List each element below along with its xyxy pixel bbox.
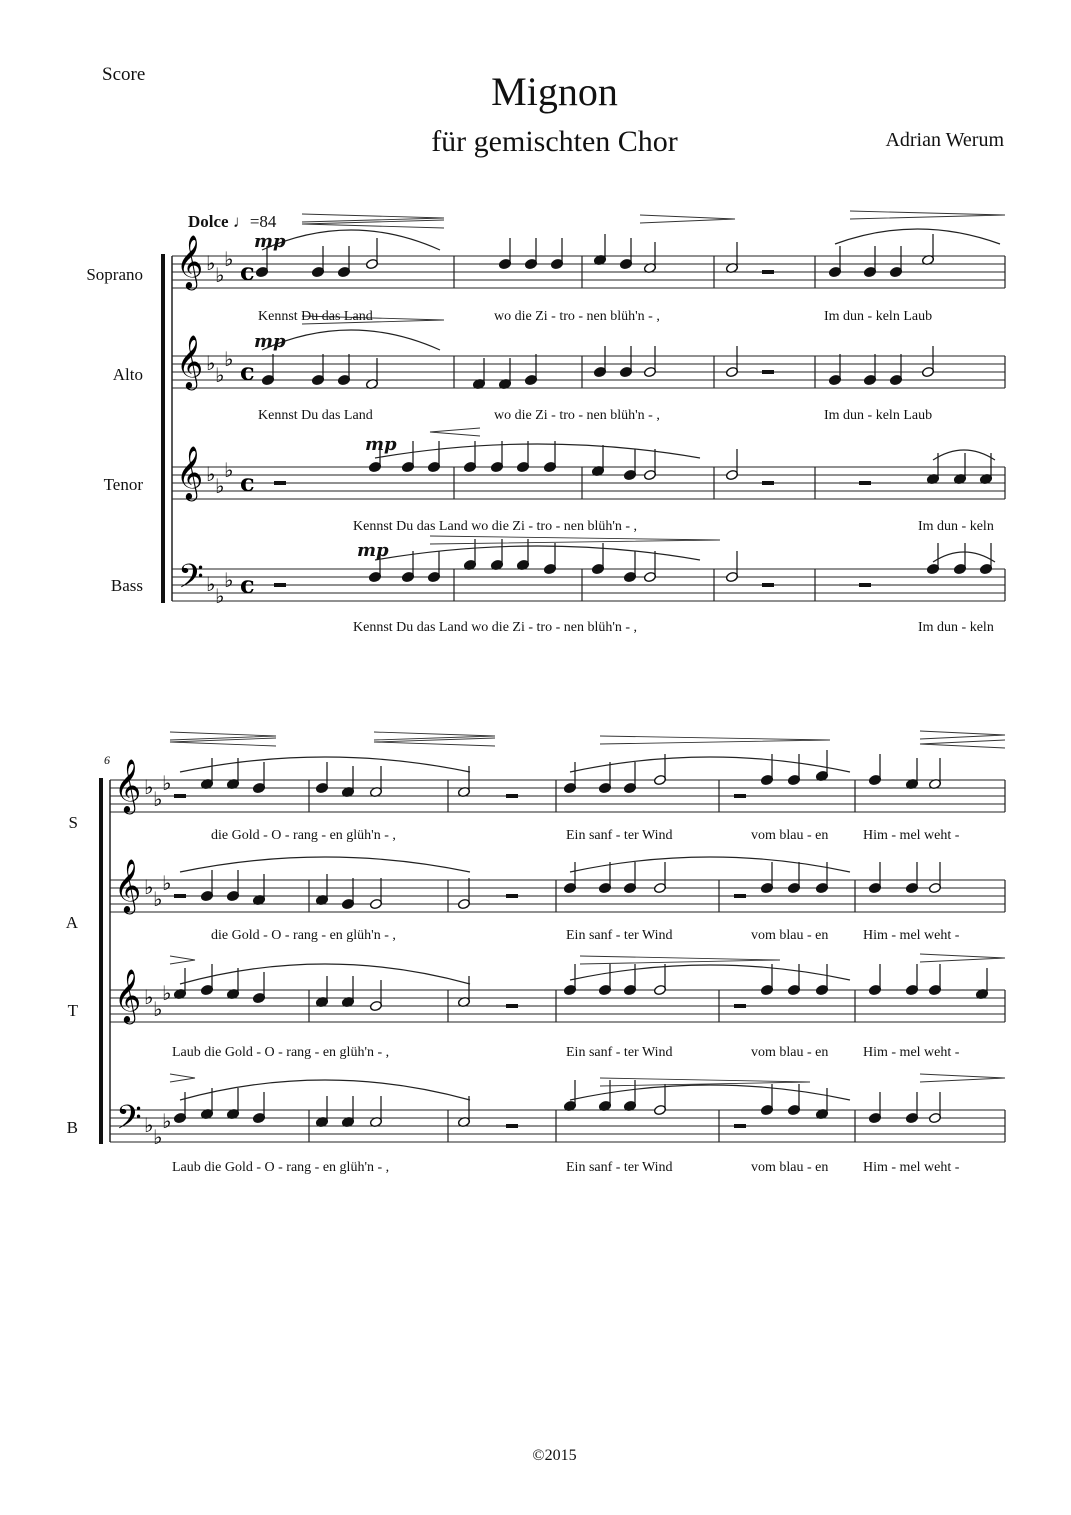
treble-clef-icon: 𝄞: [114, 758, 142, 812]
lyric-t: Him - mel weht -: [863, 1045, 960, 1060]
flat-icon: ♭: [206, 572, 216, 596]
voice-name-alto: Alto: [112, 365, 143, 384]
treble-clef-icon: 𝄞: [176, 234, 204, 288]
flat-icon: ♭: [153, 997, 163, 1021]
half-rest-icon: [734, 794, 746, 798]
dynamic-mp: mp: [365, 434, 397, 455]
measure-number: 6: [104, 753, 110, 767]
flat-icon: ♭: [215, 584, 225, 608]
flat-icon: ♭: [224, 247, 234, 271]
slur: [835, 229, 1000, 244]
half-rest-icon: [762, 481, 774, 485]
slur: [570, 757, 850, 772]
treble-clef-icon: 𝄞: [176, 445, 204, 499]
common-time-icon: c: [240, 468, 255, 497]
half-rest-icon: [762, 370, 774, 374]
half-rest-icon: [174, 894, 186, 898]
lyric-alto: Im dun - keln Laub: [824, 408, 933, 423]
flat-icon: ♭: [153, 787, 163, 811]
metronome-value: =84: [249, 212, 277, 231]
half-rest-icon: [859, 583, 871, 587]
slur: [375, 546, 700, 560]
flat-icon: ♭: [206, 351, 216, 375]
slur: [180, 1080, 470, 1100]
voice-name-a: A: [65, 913, 78, 932]
lyric-a: Him - mel weht -: [863, 928, 960, 943]
half-rest-icon: [734, 1004, 746, 1008]
lyric-t: vom blau - en: [751, 1045, 829, 1060]
flat-icon: ♭: [162, 981, 172, 1005]
decrescendo-hairpin: [920, 740, 1005, 748]
quarter-note-icon: ♩: [232, 212, 250, 231]
voice-name-b: B: [66, 1118, 78, 1137]
lyric-s: Him - mel weht -: [863, 828, 960, 843]
treble-clef-icon: 𝄞: [114, 968, 142, 1022]
lyric-b: Ein sanf - ter Wind: [566, 1160, 673, 1175]
crescendo-hairpin: [170, 956, 195, 964]
flat-icon: ♭: [144, 875, 154, 899]
crescendo-hairpin: [580, 956, 780, 964]
flat-icon: ♭: [144, 985, 154, 1009]
half-rest-icon: [274, 481, 286, 485]
tempo-text: Dolce: [188, 212, 229, 231]
lyric-s: die Gold - O - rang - en glüh'n - ,: [211, 828, 396, 843]
slur: [180, 757, 470, 772]
slur: [262, 230, 440, 250]
voice-name-tenor: Tenor: [103, 475, 143, 494]
crescendo-hairpin: [640, 215, 735, 223]
lyric-b: Him - mel weht -: [863, 1160, 960, 1175]
lyric-bass: Im dun - keln: [918, 620, 994, 635]
crescendo-hairpin: [430, 536, 720, 544]
score-label: Score: [102, 64, 146, 85]
half-rest-icon: [174, 794, 186, 798]
bass-clef-icon: 𝄢: [116, 1099, 142, 1145]
half-rest-icon: [506, 794, 518, 798]
lyric-soprano: wo die Zi - tro - nen blüh'n - ,: [494, 309, 660, 324]
lyric-s: Ein sanf - ter Wind: [566, 828, 673, 843]
dynamic-mp: mp: [357, 540, 389, 561]
crescendo-hairpin: [600, 736, 830, 744]
lyric-a: Ein sanf - ter Wind: [566, 928, 673, 943]
composer-name: Adrian Werum: [885, 129, 1004, 151]
flat-icon: ♭: [224, 568, 234, 592]
half-rest-icon: [506, 1124, 518, 1128]
voice-name-bass: Bass: [110, 576, 143, 595]
common-time-icon: c: [240, 257, 255, 286]
page-subtitle: für gemischten Chor: [431, 125, 678, 158]
voice-name-s: S: [68, 813, 78, 832]
slur: [180, 857, 470, 872]
flat-icon: ♭: [215, 263, 225, 287]
slur: [933, 552, 995, 562]
flat-icon: ♭: [206, 462, 216, 486]
slur: [570, 965, 850, 980]
flat-icon: ♭: [162, 771, 172, 795]
flat-icon: ♭: [144, 775, 154, 799]
lyric-alto: wo die Zi - tro - nen blüh'n - ,: [494, 408, 660, 423]
treble-clef-icon: 𝄞: [114, 858, 142, 912]
lyric-bass: Kennst Du das Land wo die Zi - tro - nen blüh'n - ,: [353, 620, 638, 635]
flat-icon: ♭: [215, 474, 225, 498]
flat-icon: ♭: [162, 1109, 172, 1133]
flat-icon: ♭: [206, 251, 216, 275]
crescendo-hairpin: [920, 731, 1005, 739]
flat-icon: ♭: [153, 887, 163, 911]
lyric-s: vom blau - en: [751, 828, 829, 843]
lyric-soprano: Kennst Du das Land: [258, 309, 373, 324]
lyric-b: vom blau - en: [751, 1160, 829, 1175]
half-rest-icon: [734, 894, 746, 898]
flat-icon: ♭: [215, 363, 225, 387]
half-rest-icon: [762, 270, 774, 274]
dynamic-mp: mp: [254, 331, 286, 352]
flat-icon: ♭: [224, 458, 234, 482]
treble-clef-icon: 𝄞: [176, 334, 204, 388]
lyric-b: Laub die Gold - O - rang - en glüh'n - ,: [172, 1160, 390, 1175]
voice-name-t: T: [67, 1001, 78, 1020]
slur: [933, 450, 995, 460]
slur: [262, 330, 440, 350]
common-time-icon: c: [240, 570, 255, 599]
flat-icon: ♭: [144, 1113, 154, 1137]
crescendo-hairpin: [850, 211, 1005, 219]
slur: [180, 964, 470, 984]
common-time-icon: c: [240, 357, 255, 386]
half-rest-icon: [762, 583, 774, 587]
lyric-t: Laub die Gold - O - rang - en glüh'n - ,: [172, 1045, 390, 1060]
lyric-a: vom blau - en: [751, 928, 829, 943]
slur: [570, 857, 850, 872]
half-rest-icon: [506, 894, 518, 898]
decrescendo-hairpin: [430, 428, 480, 436]
lyric-t: Ein sanf - ter Wind: [566, 1045, 673, 1060]
lyric-alto: Kennst Du das Land: [258, 408, 373, 423]
half-rest-icon: [274, 583, 286, 587]
half-rest-icon: [734, 1124, 746, 1128]
page-title: Mignon: [491, 69, 618, 114]
bass-clef-icon: 𝄢: [178, 558, 204, 604]
slur: [375, 444, 700, 458]
dynamic-mp: mp: [254, 231, 286, 252]
crescendo-hairpin: [170, 1074, 195, 1082]
flat-icon: ♭: [162, 871, 172, 895]
flat-icon: ♭: [153, 1125, 163, 1149]
half-rest-icon: [859, 481, 871, 485]
half-rest-icon: [506, 1004, 518, 1008]
lyric-soprano: Im dun - keln Laub: [824, 309, 933, 324]
lyric-tenor: Kennst Du das Land wo die Zi - tro - nen blüh'n - ,: [353, 519, 638, 534]
flat-icon: ♭: [224, 347, 234, 371]
lyric-tenor: Im dun - keln: [918, 519, 994, 534]
lyric-a: die Gold - O - rang - en glüh'n - ,: [211, 928, 396, 943]
slur: [570, 1085, 850, 1100]
crescendo-hairpin: [920, 1074, 1005, 1082]
voice-name-soprano: Soprano: [86, 265, 143, 284]
copyright-notice: ©2015: [532, 1447, 577, 1464]
crescendo-hairpin: [920, 954, 1005, 962]
